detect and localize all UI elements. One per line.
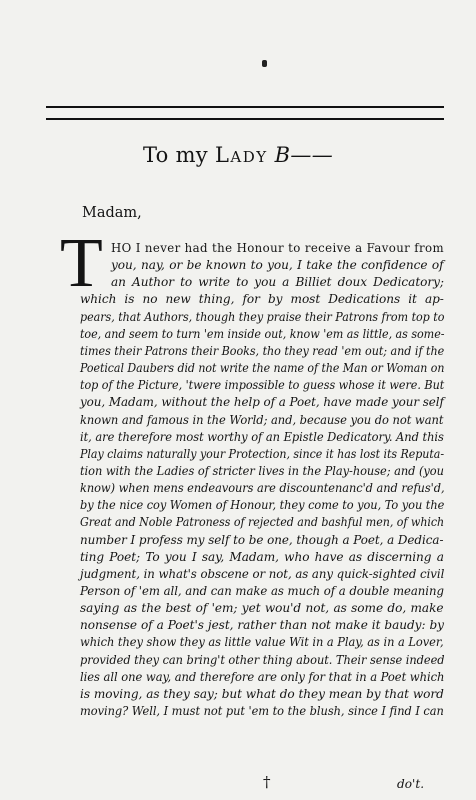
body-line: is moving, as they say; but what do they mean by that word <box>80 686 444 701</box>
header-rule-thick <box>46 106 444 108</box>
body-line: tion with the Ladies of stricter lives in the Play-house; and (you <box>80 463 444 478</box>
body-line: which is no new thing, for by most Dedications it ap- <box>80 292 444 307</box>
heading-name: B—— <box>274 143 333 167</box>
body-line-first: HO I never had the Honour to receive a Favour from <box>111 241 445 255</box>
body-line: known and famous in the World; and, because you do not want <box>80 412 444 427</box>
body-line: number I profess my self to be one, though a Poet, a Dedica- <box>80 532 444 547</box>
body-line: judgment, in what's obscene or not, as any quick-sighted civil <box>80 566 445 581</box>
body-line: ting Poet; To you I say, Madam, who have as discerning a <box>80 549 444 564</box>
body-line: provided they can bring't other thing about. Their sense indeed <box>80 652 445 667</box>
dedication-heading <box>0 143 476 167</box>
body-line: know) when mens endeavours are discountenanc'd and refus'd, <box>80 481 445 496</box>
body-line: top of the Picture, 'twere impossible to guess whose it were. But <box>80 378 445 393</box>
body-line: saying as the best of 'em; yet wou'd not, as some do, make <box>80 601 444 616</box>
body-line: times their Patrons their Books, tho they read 'em out; and if the <box>80 343 445 358</box>
body-line: Person of 'em all, and can make as much of a double meaning <box>80 584 444 598</box>
body-line: Poetical Daubers did not write the name of the Man or Woman on <box>80 361 445 376</box>
dagger-mark: † <box>263 773 271 791</box>
body-line: you, Madam, without the help of a Poet, have made your self <box>80 395 444 410</box>
heading-prefix: To my <box>142 143 208 167</box>
body-line: which they show they as little value Wit in a Play, as in a Lover, <box>80 635 444 650</box>
drop-cap: T <box>60 225 103 302</box>
salutation: Madam, <box>82 205 142 221</box>
catchword: do't. <box>397 777 425 791</box>
heading-title: Lady <box>214 143 268 167</box>
body-line: nonsense of a Poet's jest, rather than not make it baudy: by <box>80 618 444 633</box>
body-line: Great and Noble Patroness of rejected and bashful men, of which <box>80 515 445 530</box>
body-line: pears, that Authors, though they praise their Patrons from top to <box>80 309 445 324</box>
body-line: toe, and seem to turn 'em inside out, know 'em as little, as some- <box>80 326 445 341</box>
ink-mark <box>262 60 267 67</box>
body-line: moving? Well, I must not put 'em to the blush, since I find I can <box>80 704 444 719</box>
header-rule-thin <box>46 118 444 120</box>
body-line: it, are therefore most worthy of an Epistle Dedicatory. And this <box>80 429 444 444</box>
body-line: Play claims naturally your Protection, since it has lost its Reputa- <box>80 446 445 461</box>
body-line: lies all one way, and therefore are only for that in a Poet which <box>80 669 445 684</box>
body-line: an Author to write to you a Billiet doux Dedicatory; <box>111 275 444 290</box>
body-line: by the nice coy Women of Honour, they come to you, To you the <box>80 498 445 513</box>
body-line: you, nay, or be known to you, I take the confidence of <box>111 258 444 273</box>
